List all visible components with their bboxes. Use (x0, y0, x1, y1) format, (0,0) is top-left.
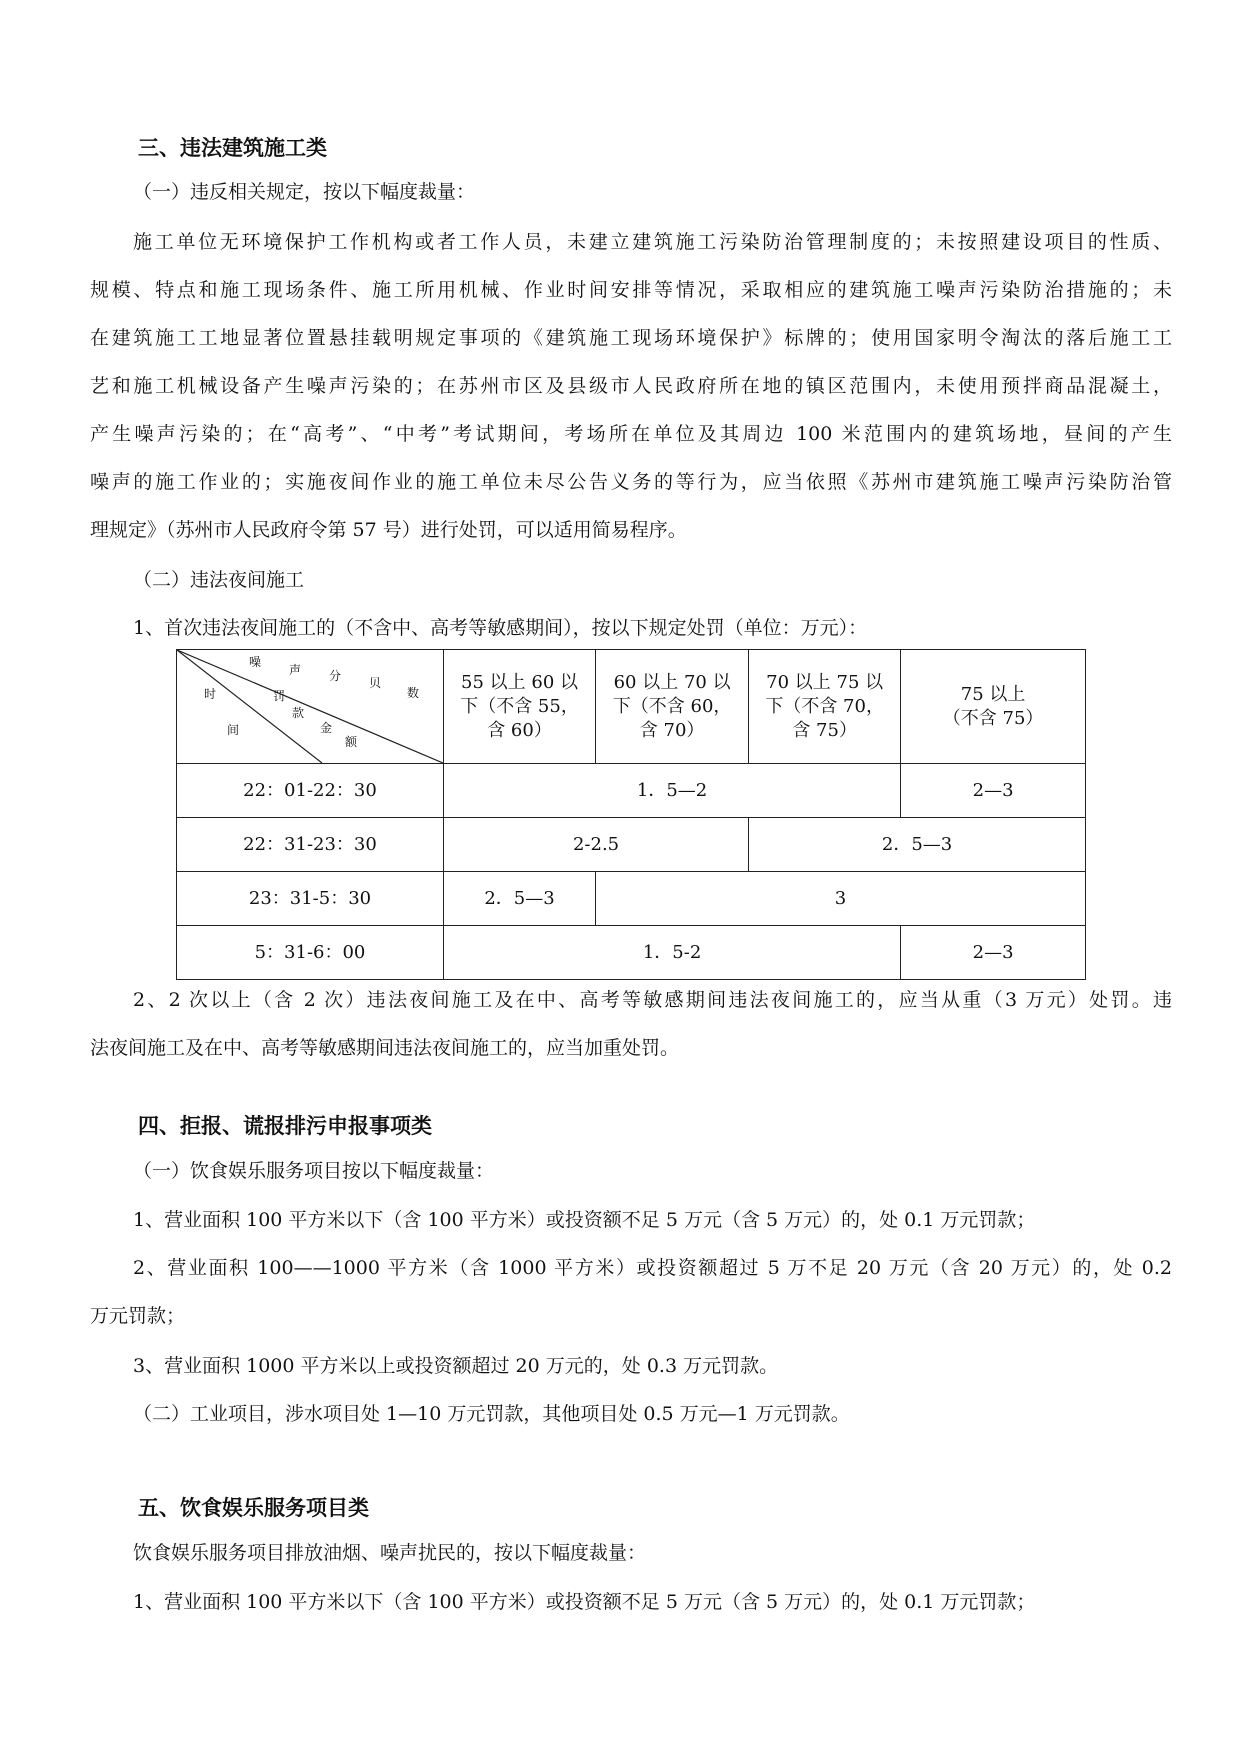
fine-cell: 2．5—3 (444, 872, 596, 926)
fine-cell: 2—3 (901, 926, 1086, 980)
header-line: 含 70） (639, 719, 705, 741)
header-line: 含 75） (792, 719, 857, 741)
section3-para-line: 艺和施工机械设备产生噪声污染的；在苏州市区及县级市人民政府所在地的镇区范围内，未使用预拌商品混凝土， (90, 375, 1172, 397)
section3-heading: 三、违法建筑施工类 (138, 136, 327, 160)
section5-intro: 饮食娱乐服务项目排放油烟、噪声扰民的，按以下幅度裁量： (133, 1542, 647, 1564)
section3-para-line: 在建筑施工工地显著位置悬挂载明规定事项的《建筑施工现场环境保护》标牌的；使用国家明令淘汰的落后施工工 (90, 327, 1172, 349)
header-75-plus (901, 650, 1086, 764)
table-row (177, 872, 1086, 926)
section3-para-line: 理规定》（苏州市人民政府令第 57 号）进行处罚，可以适用简易程序。 (90, 519, 687, 541)
time-cell: 5：31-6：00 (177, 926, 444, 980)
section3-sub2: （二）违法夜间施工 (133, 569, 305, 591)
section4-sub2: （二）工业项目，涉水项目处 1—10 万元罚款，其他项目处 0.5 万元—1 万元罚款。 (133, 1403, 850, 1425)
section4-heading: 四、拒报、谎报排污申报事项类 (138, 1114, 432, 1138)
corner-char: 贝 (369, 676, 382, 690)
corner-char: 分 (329, 669, 342, 683)
section3-item2-line: 2、2 次以上（含 2 次）违法夜间施工及在中、高考等敏感期间违法夜间施工的，应当从重（3 万元）处罚。违 (133, 989, 1172, 1011)
section3-para-line: 噪声的施工作业的；实施夜间作业的施工单位未尽公告义务的等行为，应当依照《苏州市建筑施工噪声污染防治管 (90, 471, 1172, 493)
fine-cell: 3 (596, 872, 1086, 926)
corner-char: 声 (289, 663, 302, 677)
corner-char: 额 (345, 735, 358, 749)
corner-char: 数 (407, 686, 420, 700)
header-70-75 (749, 650, 901, 764)
night-construction-fine-table (176, 649, 1086, 980)
corner-char: 金 (320, 721, 333, 735)
fine-cell: 1．5—2 (444, 764, 901, 818)
corner-char: 款 (292, 706, 305, 720)
header-line: 60 以上 70 以 (613, 671, 731, 693)
section5-heading: 五、饮食娱乐服务项目类 (138, 1496, 369, 1520)
section3-para-line: 产生噪声污染的；在“高考”、“中考”考试期间，考场所在单位及其周边 100 米范围内的建筑场地，昼间的产生 (90, 423, 1172, 445)
section4-sub1: （一）饮食娱乐服务项目按以下幅度裁量： (133, 1160, 495, 1182)
table-header-row (177, 650, 1086, 764)
table-row (177, 764, 1086, 818)
corner-char: 噪 (249, 655, 262, 669)
section4-item3: 3、营业面积 1000 平方米以上或投资额超过 20 万元的，处 0.3 万元罚款。 (133, 1355, 779, 1377)
fine-cell: 1．5-2 (444, 926, 901, 980)
header-55-60 (444, 650, 596, 764)
table-row (177, 926, 1086, 980)
fine-cell: 2．5—3 (749, 818, 1086, 872)
section3-item1: 1、首次违法夜间施工的（不含中、高考等敏感期间），按以下规定处罚（单位：万元）： (133, 617, 868, 639)
time-cell: 22：31-23：30 (177, 818, 444, 872)
fine-cell: 2—3 (901, 764, 1086, 818)
corner-char: 时 (204, 687, 217, 701)
header-line: 下（不含 70， (765, 695, 884, 717)
section5-item1: 1、营业面积 100 平方米以下（含 100 平方米）或投资额不足 5 万元（含 5 万元）的，处 0.1 万元罚款； (133, 1591, 1036, 1613)
header-line: 75 以上 (960, 683, 1026, 705)
header-60-70 (596, 650, 749, 764)
header-line: 含 60） (487, 719, 552, 741)
header-line: 下（不含 60， (612, 695, 732, 717)
time-cell: 23：31-5：30 (177, 872, 444, 926)
corner-char: 间 (227, 723, 240, 737)
section3-item2-line: 法夜间施工及在中、高考等敏感期间违法夜间施工的，应当加重处罚。 (90, 1037, 680, 1059)
table-corner-cell (177, 650, 444, 764)
corner-diagonal-lines (177, 650, 443, 763)
table-row (177, 818, 1086, 872)
section3-para-line: 施工单位无环境保护工作机构或者工作人员，未建立建筑施工污染防治管理制度的；未按照建设项目的性质、 (133, 231, 1172, 253)
header-line: （不含 75） (942, 707, 1044, 729)
section4-item2-line: 2、营业面积 100——1000 平方米（含 1000 平方米）或投资额超过 5 万不足 20 万元（含 20 万元）的，处 0.2 (133, 1257, 1172, 1279)
section4-item2-line: 万元罚款； (90, 1305, 186, 1327)
fine-cell: 2-2.5 (444, 818, 749, 872)
header-line: 55 以上 60 以 (461, 671, 579, 693)
time-cell: 22：01-22：30 (177, 764, 444, 818)
corner-char: 罚 (273, 689, 286, 703)
section3-sub1: （一）违反相关规定，按以下幅度裁量： (133, 181, 476, 203)
section3-para-line: 规模、特点和施工现场条件、施工所用机械、作业时间安排等情况，采取相应的建筑施工噪声污染防治措施的；未 (90, 279, 1172, 301)
header-line: 下（不含 55， (460, 695, 579, 717)
header-line: 70 以上 75 以 (766, 671, 884, 693)
section4-item1: 1、营业面积 100 平方米以下（含 100 平方米）或投资额不足 5 万元（含 5 万元）的，处 0.1 万元罚款； (133, 1209, 1036, 1231)
